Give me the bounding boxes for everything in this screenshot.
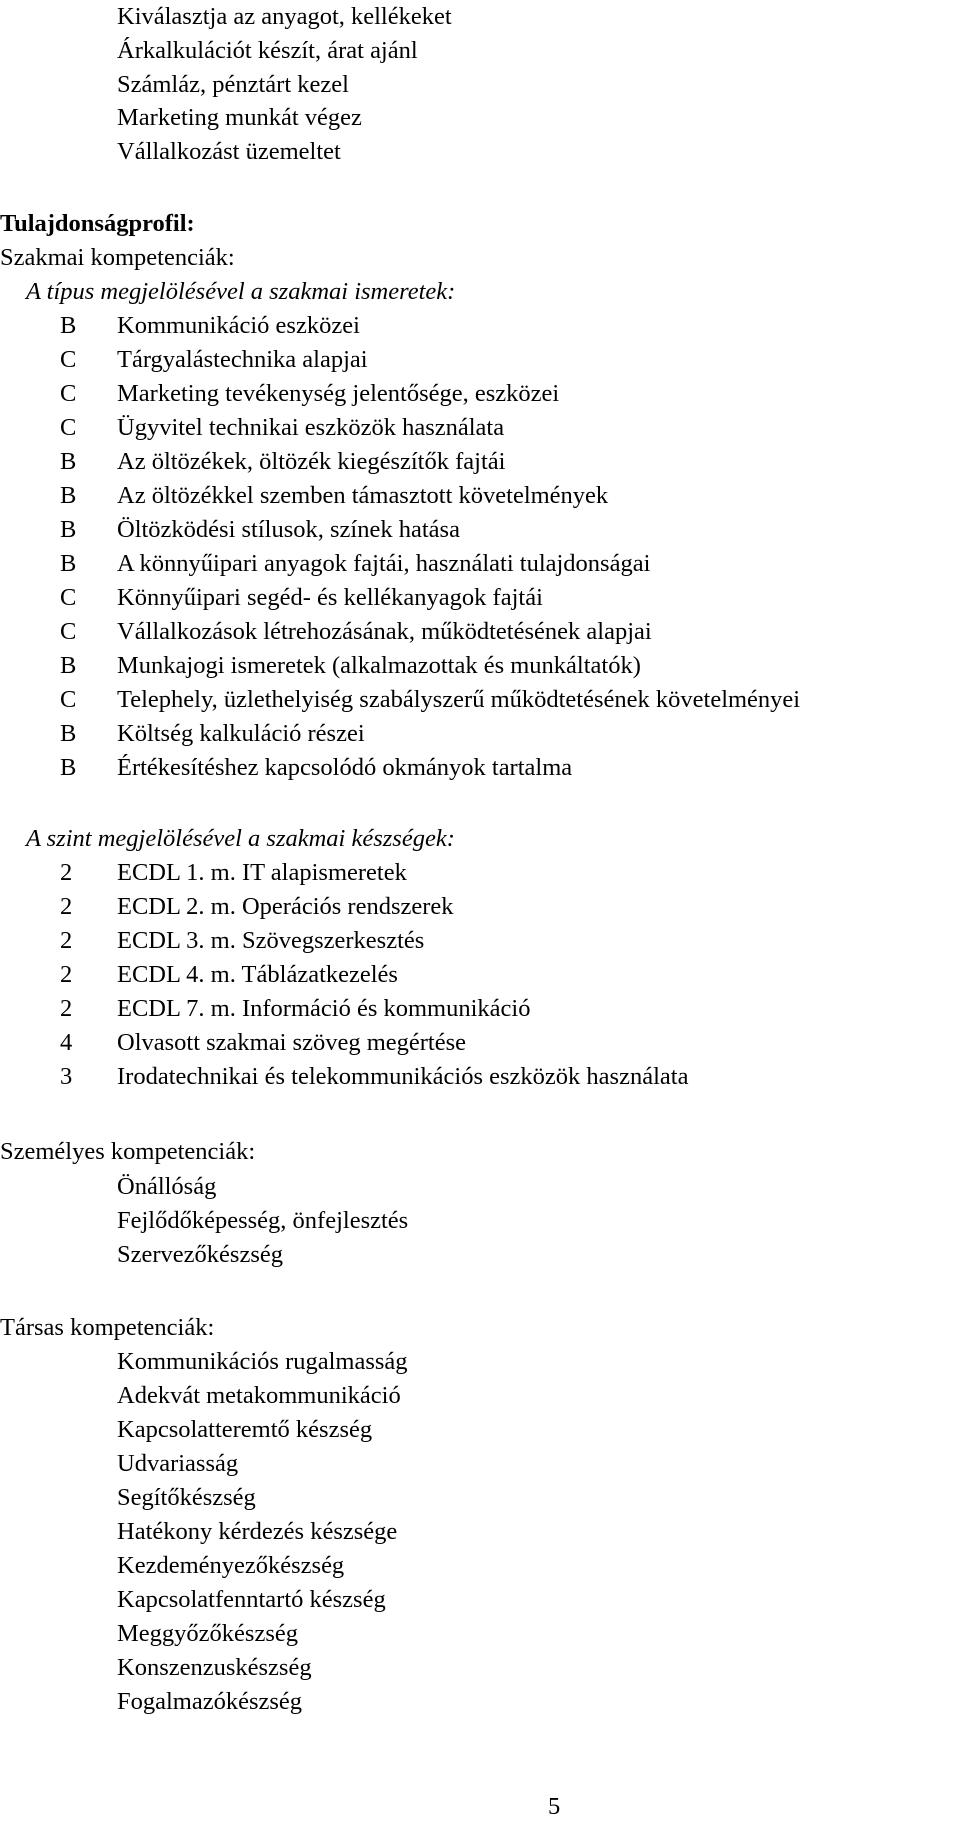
document-page: Kiválasztja az anyagot, kellékeket Árkalkulációt készít, árat ajánl Számláz, pénztárt kezel Marketing munkát végez Vállalkozást üzemeltet Tulajdonságprofil: Szakmai kompetenciák: A típus megjelölésével a szakmai ismeretek: B Kommunikáció eszközei C Tárgyalástechnika alapjai C Marketing tevékenység jelentősége, eszközei C Ügyvitel technikai eszközök használata B Az öltözékek, öltözék kiegészítők fajtái B Az öltözékkel szemben támasztott követelmények B Öltözködési stílusok, színek hatása B A könnyűipari anyagok fajtái, használati tulajdonságai C Könnyűipari segéd- és kellékanyagok fajtái C Vállalkozások létrehozásának, működtetésének alapjai B Munkajogi ismeretek (alkalmazottak és munkáltatók) C Telephely, üzlethelyiség szabályszerű működtetésének követelményei B Költség kalkuláció részei B Értékesítéshez kapcsolódó okmányok tartalma A szint megjelölésével a szakmai készségek: 2 ECDL 1. m. IT alapismeretek 2 ECDL 2. m. Operációs rendszerek 2 ECDL 3. m. Szövegszerkesztés 2 ECDL 4. m. Táblázatkezelés 2 ECDL 7. m. Információ és kommunikáció 4 Olvasott szakmai szöveg megértése 3 Irodatechnikai és telekommunikációs eszközök használata Személyes kompetenciák: Önállóság Fejlődőképesség, önfejlesztés Szervezőkészség Társas kompetenciák: Kommunikációs rugalmasság Adekvát metakommunikáció Kapcsolatteremtő készség Udvariasság Segítőkészség Hatékony kérdezés készsége Kezdeményezőkészség Kapcsolatfenntartó készség Meggyőzőkészség Konszenzuskészség Fogalmazókészség 5 — [0, 0, 960, 1829]
knowledge-heading: A típus megjelölésével a szakmai ismeretek: — [26, 278, 456, 305]
personal-competencies-heading: Személyes kompetenciák: — [0, 1138, 256, 1165]
skills-heading: A szint megjelölésével a szakmai készségek: — [26, 825, 455, 852]
profile-heading: Tulajdonságprofil: — [0, 210, 195, 237]
page-number: 5 — [548, 1793, 561, 1820]
professional-competencies-heading: Szakmai kompetenciák: — [0, 244, 235, 271]
social-competencies-heading: Társas kompetenciák: — [0, 1314, 215, 1341]
